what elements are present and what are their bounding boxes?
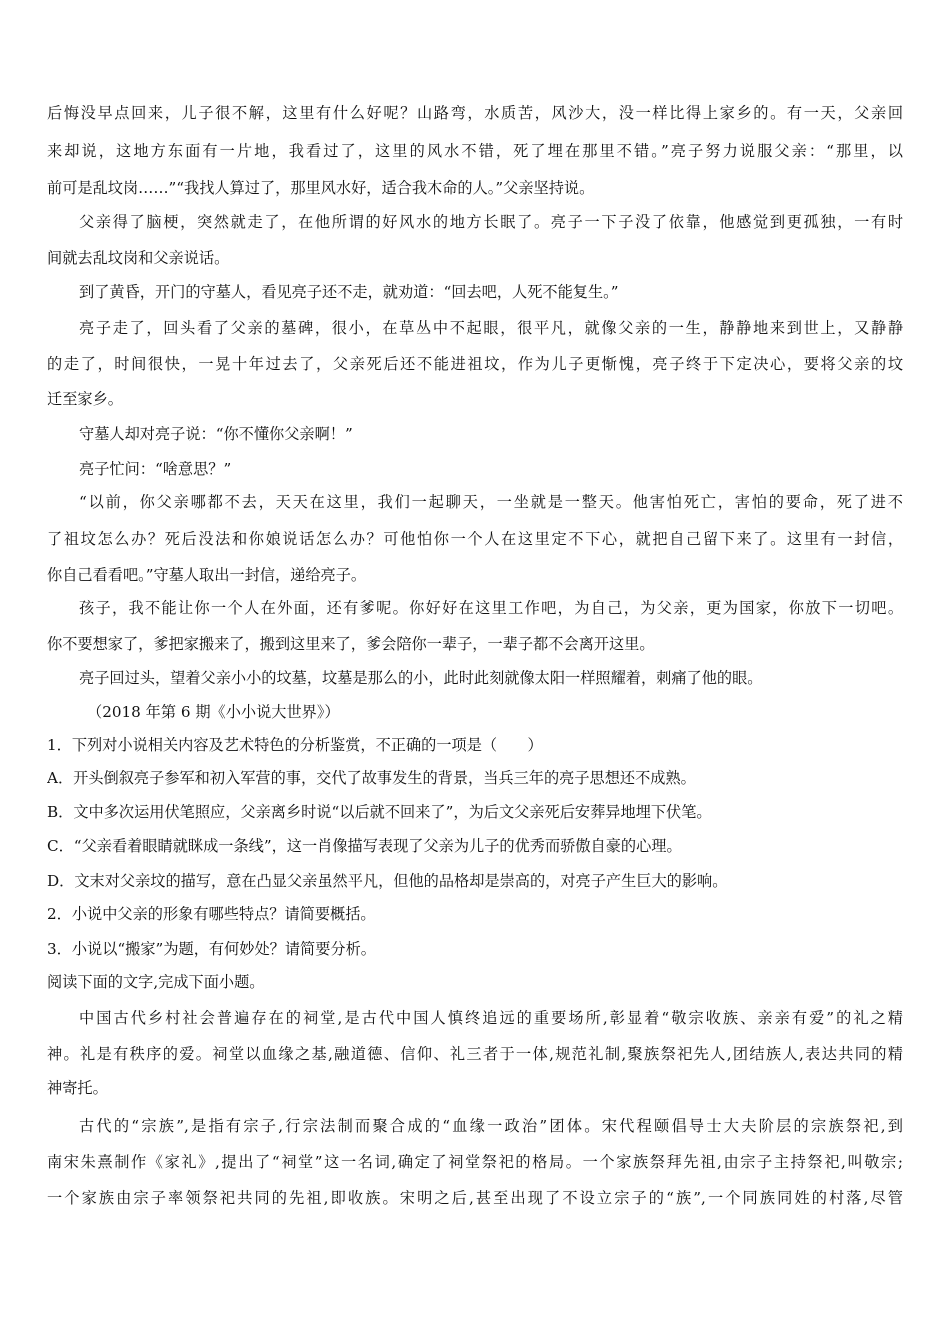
story-line: 后悔没早点回来，儿子很不解，这里有什么好呢？山路弯，水质苦，风沙大，没一样比得上家乡的。有一天，父亲回 bbox=[47, 104, 903, 122]
question-1-option-d: D．文末对父亲坟的描写，意在凸显父亲虽然平凡，但他的品格却是崇高的，对亮子产生巨大的影响。 bbox=[47, 872, 728, 890]
story-line: 前可是乱坟岗……”“我找人算过了，那里风水好，适合我木命的人。”父亲坚持说。 bbox=[47, 179, 595, 197]
reading-intro: 阅读下面的文字,完成下面小题。 bbox=[47, 973, 265, 991]
story-line: 亮子回过头，望着父亲小小的坟墓，坟墓是那么的小，此时此刻就像太阳一样照耀着，刺痛了他的眼。 bbox=[79, 669, 763, 687]
story-line: 亮子走了，回头看了父亲的墓碑，很小，在草丛中不起眼，很平凡，就像父亲的一生，静静地来到世上，又静静 bbox=[79, 319, 903, 337]
story-line: 了祖坟怎么办？死后没法和你娘说话怎么办？可他怕你一个人在这里定不下心，就把自己留下来了。这里有一封信， bbox=[47, 530, 903, 548]
story-line: 你不要想家了，爹把家搬来了，搬到这里来了，爹会陪你一辈子，一辈子都不会离开这里。 bbox=[47, 635, 655, 653]
question-1-option-c: C．“父亲看着眼睛就眯成一条线”，这一肖像描写表现了父亲为儿子的优秀而骄傲自豪的心理。 bbox=[47, 837, 682, 855]
story-line: 到了黄昏，开门的守墓人，看见亮子还不走，就劝道：“回去吧，人死不能复生。” bbox=[79, 283, 619, 301]
reading-line: 一个家族由宗子率领祭祀共同的先祖,即收族。宋明之后,甚至出现了不设立宗子的“族”,一个同族同姓的村落,尽管 bbox=[47, 1189, 903, 1207]
story-line: 孩子，我不能让你一个人在外面，还有爹呢。你好好在这里工作吧，为自己，为父亲，更为国家，你放下一切吧。 bbox=[79, 599, 903, 617]
reading-line: 南宋朱熹制作《家礼》,提出了“祠堂”这一名词,确定了祠堂祭祀的格局。一个家族祭拜先祖,由宗子主持祭祀,叫敬宗; bbox=[47, 1153, 903, 1171]
story-line: “以前，你父亲哪都不去，天天在这里，我们一起聊天，一坐就是一整天。他害怕死亡，害怕的要命，死了进不 bbox=[79, 493, 903, 511]
story-line: 间就去乱坟岗和父亲说话。 bbox=[47, 249, 230, 267]
reading-line: 神。礼是有秩序的爱。祠堂以血缘之基,融道德、信仰、礼三者于一体,规范礼制,聚族祭祀先人,团结族人,表达共同的精 bbox=[47, 1045, 903, 1063]
question-1-option-b: B．文中多次运用伏笔照应，父亲离乡时说“以后就不回来了”，为后文父亲死后安葬异地埋下伏笔。 bbox=[47, 803, 712, 821]
reading-line: 中国古代乡村社会普遍存在的祠堂,是古代中国人慎终追远的重要场所,彰显着“敬宗收族、亲亲有爱”的礼之精 bbox=[79, 1009, 903, 1027]
story-line: 迁至家乡。 bbox=[47, 390, 123, 408]
story-line: 守墓人却对亮子说：“你不懂你父亲啊！” bbox=[79, 425, 353, 443]
question-3: 3．小说以“搬家”为题，有何妙处？请简要分析。 bbox=[47, 940, 376, 958]
story-line: 来却说，这地方东面有一片地，我看过了，这里的风水不错，死了埋在那里不错。”亮子努力说服父亲：“那里，以 bbox=[47, 142, 903, 160]
question-1-stem: 1．下列对小说相关内容及艺术特色的分析鉴赏，不正确的一项是（ ） bbox=[47, 736, 543, 754]
story-line: 父亲得了脑梗，突然就走了，在他所谓的好风水的地方长眠了。亮子一下子没了依靠，他感觉到更孤独，一有时 bbox=[79, 213, 903, 231]
story-line: 亮子忙问：“啥意思？” bbox=[79, 460, 232, 478]
reading-line: 神寄托。 bbox=[47, 1079, 108, 1097]
reading-line: 古代的“宗族”,是指有宗子,行宗法制而聚合成的“血缘一政治”团体。宋代程颐倡导士大夫阶层的宗族祭祀,到 bbox=[79, 1117, 903, 1135]
question-2: 2．小说中父亲的形象有哪些特点？请简要概括。 bbox=[47, 905, 376, 923]
question-1-option-a: A．开头倒叙亮子参军和初入军营的事，交代了故事发生的背景，当兵三年的亮子思想还不成熟。 bbox=[47, 769, 696, 787]
story-line: 你自己看看吧。”守墓人取出一封信，递给亮子。 bbox=[47, 566, 367, 584]
story-line: 的走了，时间很快，一晃十年过去了，父亲死后还不能进祖坟，作为儿子更惭愧，亮子终于下定决心，要将父亲的坟 bbox=[47, 355, 903, 373]
story-source: （2018 年第 6 期《小小说大世界》） bbox=[87, 703, 340, 721]
